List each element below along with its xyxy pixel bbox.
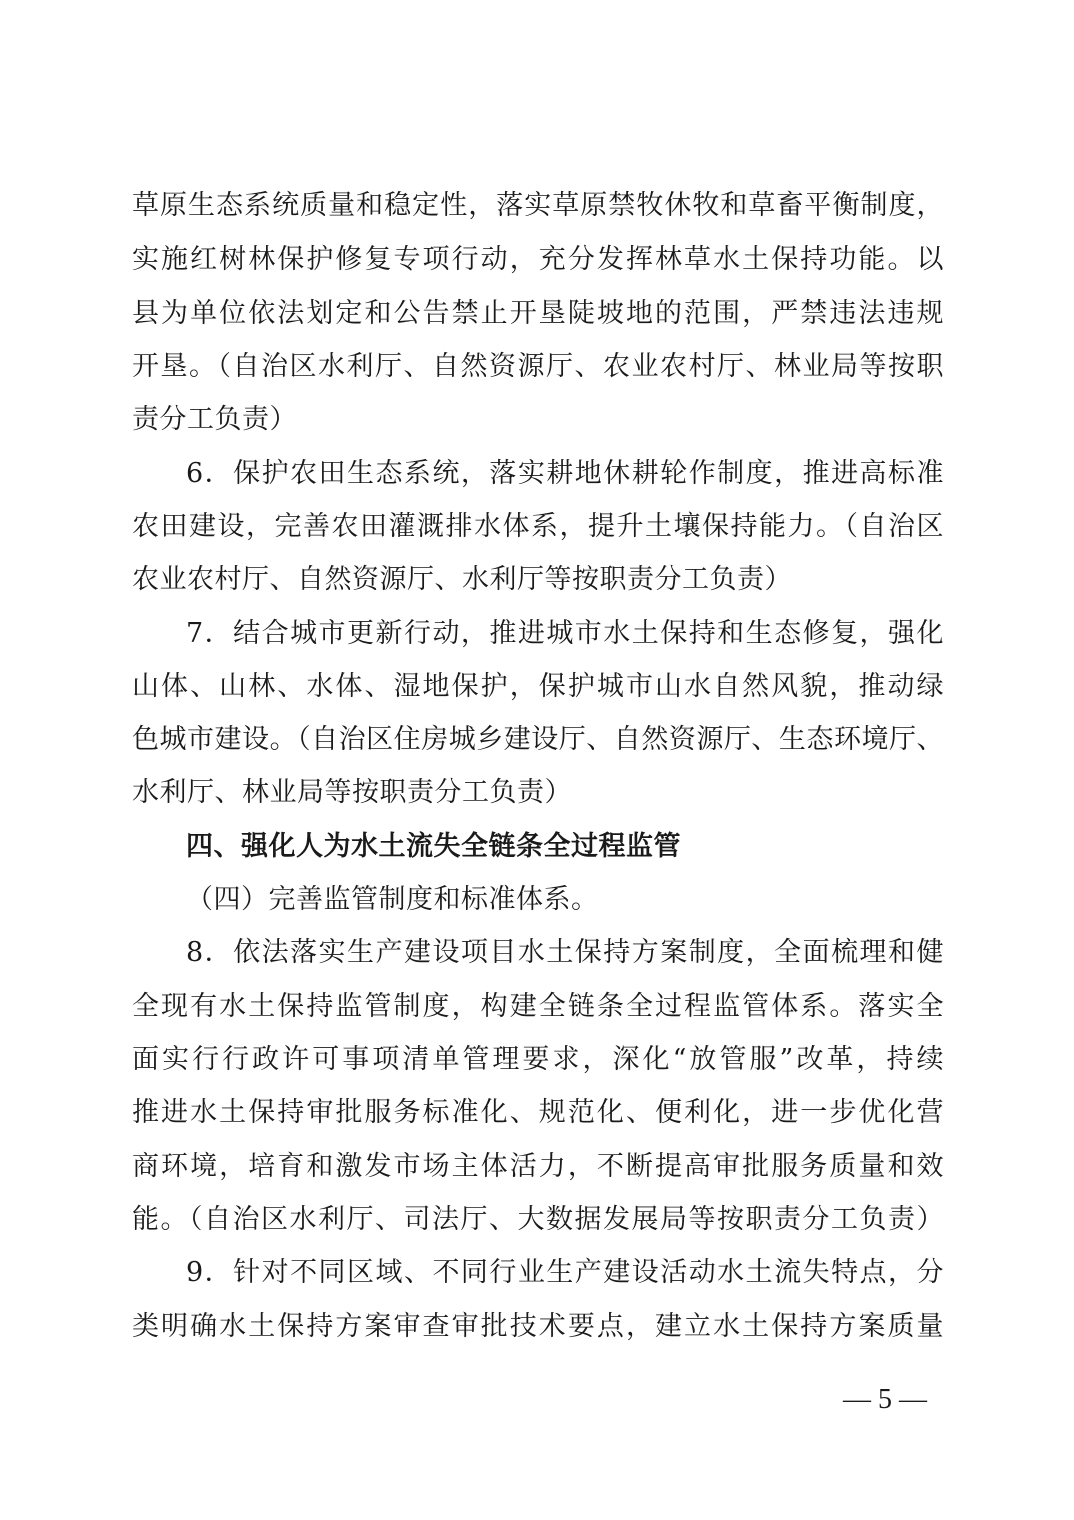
- page-number: — 5 —: [843, 1384, 927, 1415]
- paragraph-8-line-2: 全现有水土保持监管制度，构建全链条全过程监管体系。落实全: [132, 991, 944, 1022]
- section-heading: 四、强化人为水土流失全链条全过程监管: [186, 831, 681, 862]
- text-line-1: 草原生态系统质量和稳定性，落实草原禁牧休牧和草畜平衡制度，: [132, 190, 944, 221]
- paragraph-9-line-2: 类明确水土保持方案审查审批技术要点，建立水土保持方案质量: [132, 1311, 944, 1342]
- paragraph-8-line-1: 8．依法落实生产建设项目水土保持方案制度，全面梳理和健: [186, 937, 944, 968]
- subsection-heading: （四）完善监管制度和标准体系。: [186, 884, 599, 915]
- paragraph-8-line-3: 面实行行政许可事项清单管理要求，深化“放管服”改革，持续: [132, 1044, 944, 1075]
- paragraph-8-line-5: 商环境，培育和激发市场主体活力，不断提高审批服务质量和效: [132, 1151, 944, 1182]
- paragraph-6-line-1: 6．保护农田生态系统，落实耕地休耕轮作制度，推进高标准: [186, 458, 944, 489]
- paragraph-6-line-3: 农业农村厅、自然资源厅、水利厅等按职责分工负责）: [132, 564, 792, 595]
- paragraph-6-line-2: 农田建设，完善农田灌溉排水体系，提升土壤保持能力。（自治区: [132, 511, 944, 542]
- paragraph-7-line-2: 山体、山林、水体、湿地保护，保护城市山水自然风貌，推动绿: [132, 671, 944, 702]
- paragraph-8-line-4: 推进水土保持审批服务标准化、规范化、便利化，进一步优化营: [132, 1097, 944, 1128]
- paragraph-8-line-6: 能。（自治区水利厅、司法厅、大数据发展局等按职责分工负责）: [132, 1204, 944, 1235]
- paragraph-7-line-4: 水利厅、林业局等按职责分工负责）: [132, 777, 572, 808]
- text-line-2: 实施红树林保护修复专项行动，充分发挥林草水土保持功能。以: [132, 244, 944, 275]
- text-line-3: 县为单位依法划定和公告禁止开垦陡坡地的范围，严禁违法违规: [132, 298, 944, 329]
- paragraph-7-line-1: 7．结合城市更新行动，推进城市水土保持和生态修复，强化: [186, 618, 944, 649]
- paragraph-7-line-3: 色城市建设。（自治区住房城乡建设厅、自然资源厅、生态环境厅、: [132, 724, 944, 755]
- text-line-5: 责分工负责）: [132, 404, 297, 435]
- paragraph-9-line-1: 9．针对不同区域、不同行业生产建设活动水土流失特点，分: [186, 1257, 944, 1288]
- text-line-4: 开垦。（自治区水利厅、自然资源厅、农业农村厅、林业局等按职: [132, 351, 944, 382]
